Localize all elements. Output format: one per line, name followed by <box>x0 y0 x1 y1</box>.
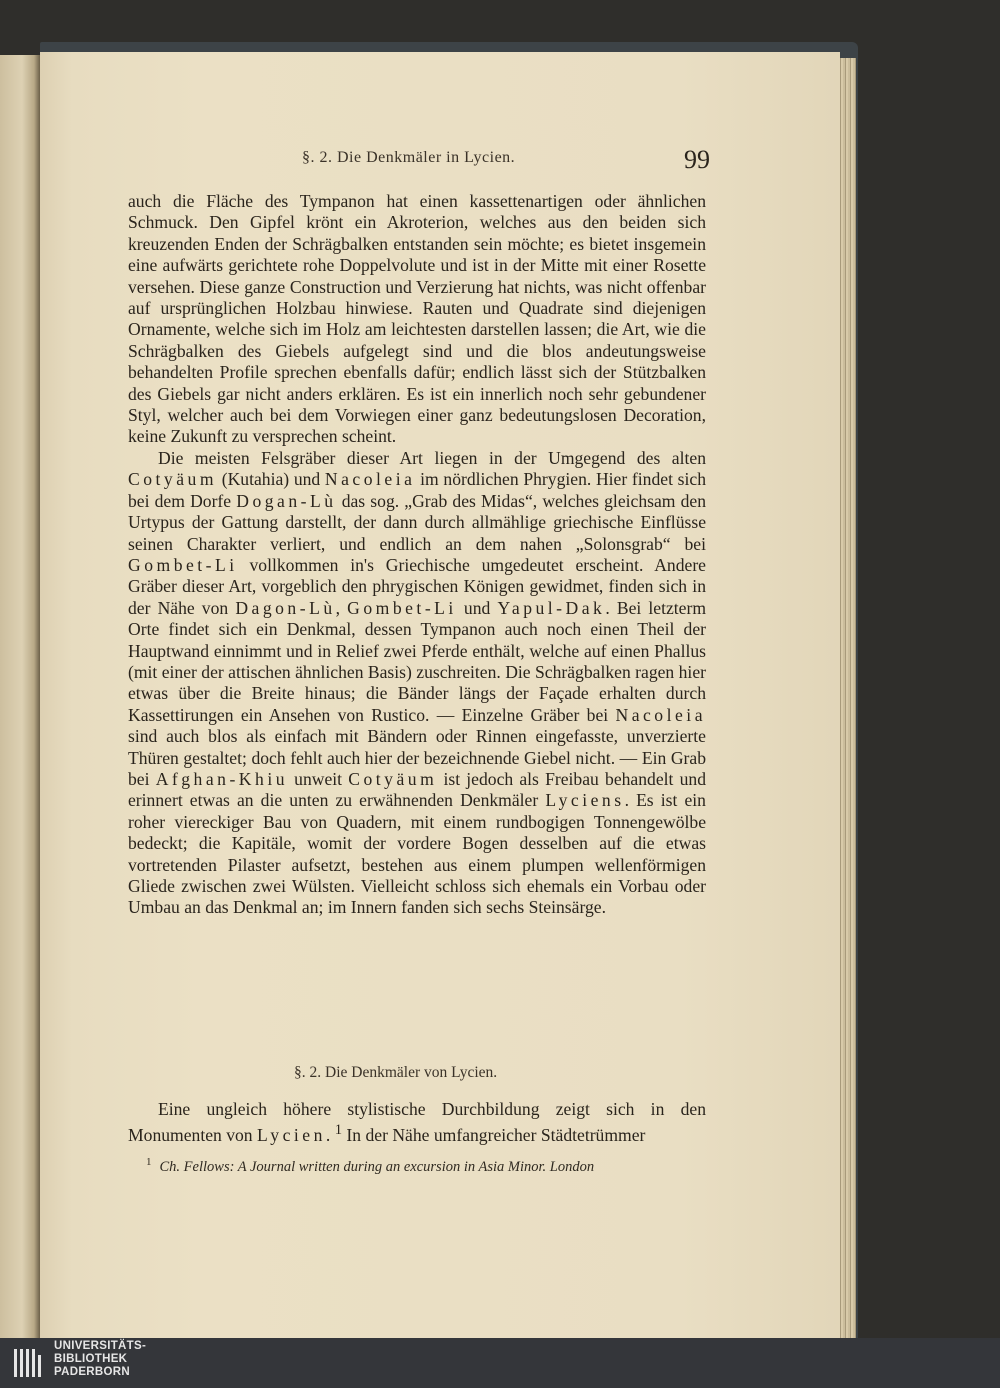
library-logo-icon <box>12 1345 48 1381</box>
section-paragraph <box>128 1099 706 1147</box>
place-name: Dagon-Lù <box>235 597 336 618</box>
footnote-ref: 1 <box>334 1122 343 1139</box>
place-name: Yapul-Dak <box>497 597 606 618</box>
footnote <box>146 1156 706 1176</box>
library-footer <box>0 1338 1000 1388</box>
place-name: Lycien <box>257 1125 326 1146</box>
text-run: ist jedoch als Freibau behandelt und erinnert etwas an die unten zu erwähnenden Denkmäler <box>128 768 706 811</box>
running-title: §. 2. Die Denkmäler in Lycien. <box>302 149 516 166</box>
text-run: . <box>325 1125 335 1146</box>
page-number: 99 <box>684 145 710 174</box>
place-name: Nacoleia <box>324 469 416 490</box>
paragraph <box>128 191 706 448</box>
footnote-text: Ch. Fellows: A Journal written during an excursion in Asia Minor. London <box>159 1158 595 1175</box>
footnote-mark: 1 <box>146 1156 152 1168</box>
text-run: im nördlichen Phrygien. Hier findet sich bei dem Dorfe <box>128 469 706 511</box>
text-run: auch die Fläche des Tympanon hat einen kassettenartigen oder ähnlichen Schmuck. Den Gipfel krönt ein Akroterion, welches aus den beiden sich kreuzenden Enden der Schrägbalken entstanden sein möchte; es bietet insgemein eine aufwärts gerichtete rohe Doppelvolute und ist in der Mitte mit einer Rosette versehen. Diese ganze Construction und Verzierung hat nichts, was nicht offenbar auf ursprünglichen Holzbau hinwiese. Rauten und Quadrate sind diejenigen Ornamente, welche sich im Holz am leichtesten darstellen lassen; die Art, wie die Schrägbalken des Giebels aufgelegt sind und die blos andeutungsweise behandelten Profile sprechen ebenfalls dafür; endlich lässt sich der Stützbalken des Giebels gar nicht anders erklären. Es ist ein innerlich noch sehr gebundener Styl, welcher auch bei dem Vorwiegen einer ganz bedeutungslosen Decoration, keine Zukunft zu versprechen scheint. <box>128 191 706 447</box>
text-run: und <box>456 597 498 618</box>
text-run: . Bei letzterm Orte findet sich ein Denkmal, dessen Tympanon auch noch einen Theil der Hauptwand einnimmt und in Relief zwei Pferde enthält, welche auf einen Phallus (mit einer der attischen ähnlichen Basis) zuschreiten. Die Schrägbalken ragen hier etwas über die Breite hinaus; die Bänder längs der Façade erhalten durch Kassettirungen ein Ansehen von Rustico. — Einzelne Gräber bei <box>128 597 707 725</box>
place-name: Lyciens <box>545 790 625 811</box>
section-heading: §. 2. Die Denkmäler von Lycien. <box>294 1064 498 1081</box>
text-run: Die meisten Felsgräber dieser Art liegen in der Umgegend des alten <box>158 447 706 468</box>
text-run: . Es ist ein roher viereckiger Bau von Quadern, mit einem rundbogigen Tonnengewölbe bedeckt; die Kapitäle, womit der vordere Bogen desselben auf die etwas vortretenden Pilaster aufsetzt, bestehen aus einem plumpen wellenförmigen Gliede zwischen zwei Wülsten. Vielleicht schloss sich ehemals ein Vorbau oder Umbau an das Denkmal an; im Innern fanden sich sechs Steinsärge. <box>128 790 706 918</box>
text-run: In der Nähe umfangreicher Städtetrümmer <box>342 1125 646 1146</box>
library-name-line: PADERBORN <box>54 1366 130 1378</box>
page-edges <box>838 58 856 1338</box>
text-run: Eine ungleich höhere stylistische Durchbildung zeigt sich in den Monumenten von <box>128 1099 706 1146</box>
place-name: Nacoleia <box>615 704 706 725</box>
library-name-line: UNIVERSITÄTS- <box>54 1340 147 1352</box>
place-name: Gombet-Li <box>128 554 238 575</box>
text-run: unweit <box>288 768 349 789</box>
place-name: Cotyäum <box>348 768 438 789</box>
paragraph <box>128 448 706 919</box>
library-name <box>54 1340 146 1379</box>
book-page <box>40 52 840 1338</box>
text-run: (Kutahia) und <box>217 469 325 490</box>
place-name: Afghan-Khiu <box>155 768 288 789</box>
facing-page-edge <box>0 55 40 1345</box>
text-run: , <box>335 597 348 618</box>
text-run: das sog. „Grab des Midas“, welches gleichsam den Urtypus der Gattung darstellt, der dann durch allmählige griechische Einflüsse seinen Charakter verliert, und endlich an dem nahen „Solonsgrab“ bei <box>128 490 707 554</box>
main-text <box>128 191 706 919</box>
place-name: Cotyäum <box>128 469 218 490</box>
library-name-line: BIBLIOTHEK <box>54 1353 128 1365</box>
place-name: Gombet-Li <box>347 597 457 618</box>
text-run: sind auch blos als einfach mit Bändern oder Rinnen eingefasste, unverzierte Thüren gestaltet; doch fehlt auch hier der bezeichnende Giebel nicht. — Ein Grab bei <box>128 726 706 789</box>
place-name: Dogan-Lù <box>236 490 337 511</box>
text-run: vollkommen in's Griechische umgedeutet erscheint. Andere Gräber dieser Art, vorgeblich den phrygischen Königen gewidmet, finden sich in der Nähe von <box>128 554 706 618</box>
